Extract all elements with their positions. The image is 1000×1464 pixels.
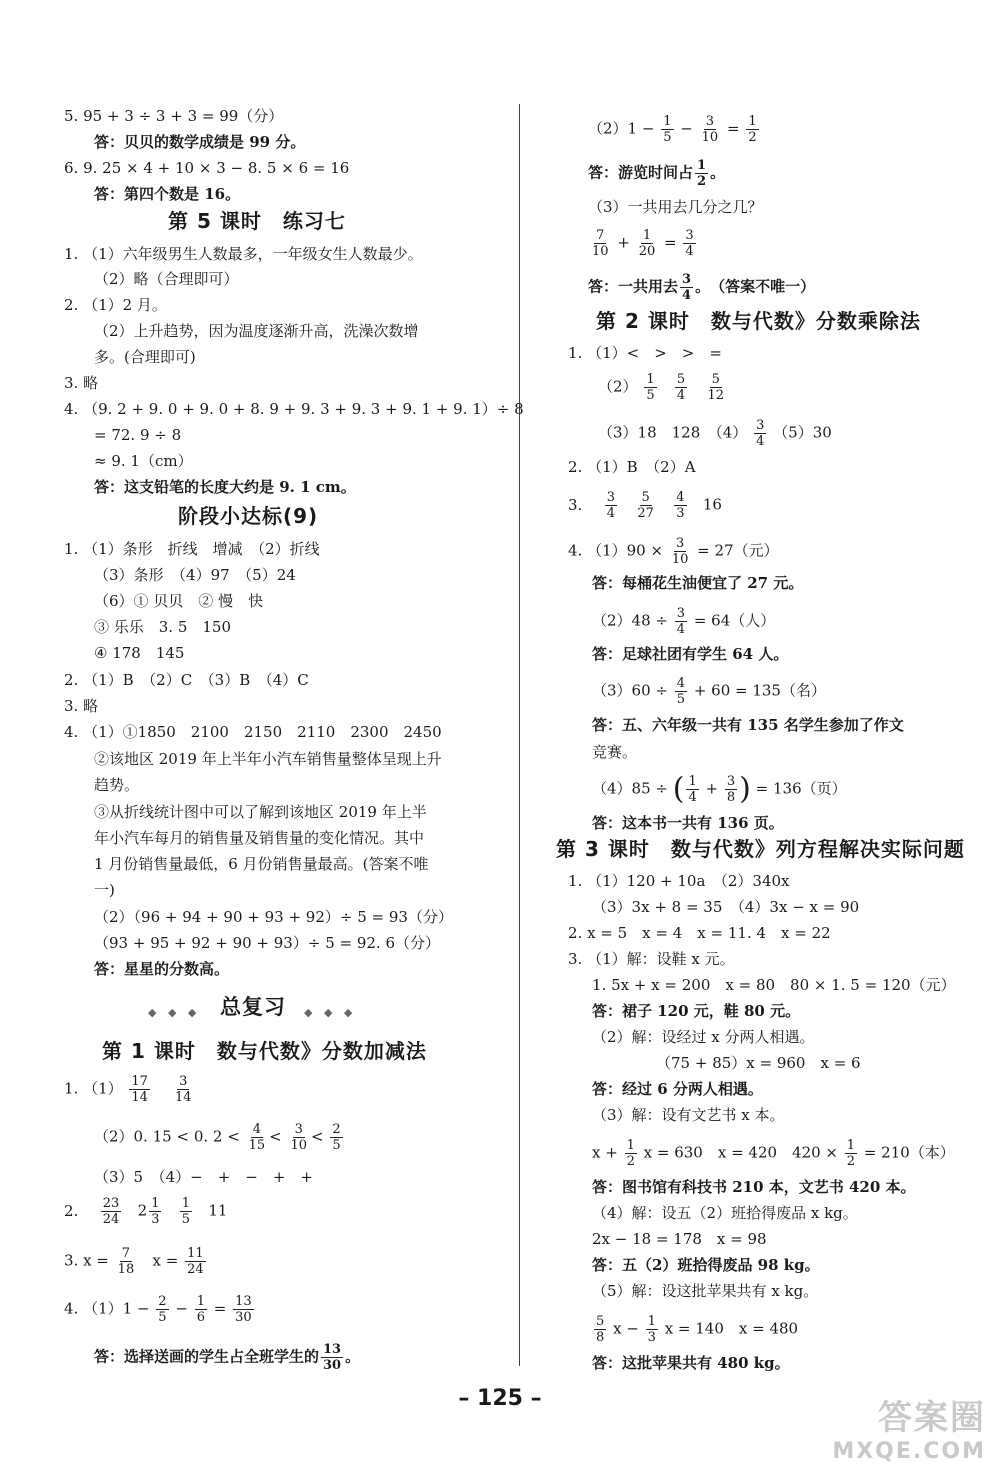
answer-line: ≈ 9. 1（cm）: [94, 452, 193, 470]
answer-line: 3. （1）解：设鞋 x 元。: [568, 950, 735, 968]
fraction: $\frac{5}{12}$: [707, 372, 725, 403]
answer-line: 3. 略: [64, 374, 99, 392]
answer-line: （3）18 128 （4） $\frac{3}{4}$ （5）30: [598, 418, 832, 449]
answer-line: x + $\frac{1}{2}$ x = 630 x = 420 420 × $\frac{1}{2}$ = 210（本）: [592, 1138, 955, 1169]
answer-line: 答：这批苹果共有 480 kg。: [592, 1354, 790, 1372]
answer-line: 1. （1）六年级男生人数最多，一年级女生人数最少。: [64, 245, 423, 263]
answer-line: （2）0. 15 < 0. 2 < $\frac{4}{15}$ < $\frac{3}{10}$ < $\frac{2}{5}$: [94, 1122, 341, 1153]
answer-line: （3）一共用去几分之几？: [588, 198, 763, 216]
page-number: – 125 –: [458, 1386, 542, 1411]
fraction: $\frac{1}{2}$: [846, 1138, 856, 1169]
answer-line: [64, 1074, 196, 1105]
fraction: $\frac{3}{4}$: [606, 490, 616, 521]
answer-line: 4. （1）1 − $\frac{2}{5}$ − $\frac{1}{6}$ = $\frac{13}{30}$: [64, 1294, 252, 1325]
answer-line: $\frac{7}{10}$ + $\frac{1}{20}$ = $\frac{3}{4}$: [592, 228, 694, 259]
answer-line: 答：一共用去 $\frac{3}{4}$ 。 （答案不唯一）: [588, 272, 816, 303]
fraction: $\frac{4}{5}$: [676, 676, 686, 707]
answer-line: 3. x = $\frac{7}{18}$ x = $\frac{11}{24}$: [64, 1246, 204, 1277]
answer-line: 一): [94, 881, 115, 899]
answer-line: 答：每桶花生油便宜了 27 元。: [592, 574, 804, 592]
fraction: $\frac{5}{27}$: [637, 490, 654, 521]
answer-line: 1 月份销售量最低，6 月份销售量最高。(答案不唯: [94, 855, 429, 873]
answer-line: 5. 95 + 3 ÷ 3 + 3 = 99（分）: [64, 107, 284, 125]
answer-line: （93 + 95 + 92 + 90 + 93）÷ 5 = 92. 6（分）: [94, 934, 441, 952]
answer-line: （75 + 85）x = 960 x = 6: [656, 1054, 861, 1072]
answer-line: ④ 178 145: [94, 644, 185, 662]
answer-line: （2）略（合理即可）: [94, 270, 239, 288]
answer-line: （4）85 ÷ ( $\frac{1}{4}$ + $\frac{3}{8}$ ) = 136（页）: [592, 771, 847, 807]
fraction: $\frac{11}{24}$: [187, 1246, 204, 1277]
answer-line: ②该地区 2019 年上半年小汽车销售量整体呈现上升: [94, 750, 442, 768]
fraction: $\frac{5}{4}$: [676, 372, 686, 403]
fraction: $\frac{3}{10}$: [671, 536, 689, 567]
fraction: $\frac{1}{5}$: [646, 372, 655, 403]
answer-line: 2. （1）B （2）A: [568, 458, 696, 476]
fraction: $\frac{1}{3}$: [151, 1196, 160, 1227]
answer-line: 答：贝贝的数学成绩是 99 分。: [94, 133, 306, 151]
answer-line: （3）3x + 8 = 35 （4）3x − x = 90: [592, 898, 860, 916]
answer-line: （2）（96 + 94 + 90 + 93 + 92）÷ 5 = 93（分）: [94, 908, 453, 926]
fraction: $\frac{3}{4}$: [682, 272, 692, 303]
section-heading: 阶段小达标(9): [178, 504, 319, 528]
fraction: $\frac{13}{30}$: [235, 1294, 252, 1325]
fraction: $\frac{1}{2}$: [626, 1138, 635, 1169]
fraction: $\frac{3}{4}$: [685, 228, 694, 259]
heading-decoration: ◆ ◆ ◆: [304, 1006, 357, 1019]
answer-line: 答：图书馆有科技书 210 本，文艺书 420 本。: [592, 1178, 916, 1196]
answer-line: （4）解：设五（2）班拾得废品 x kg。: [592, 1204, 858, 1222]
fraction: $\frac{3}{10}$: [290, 1122, 307, 1153]
fraction: $\frac{4}{3}$: [676, 490, 685, 521]
answer-line: 竞赛。: [592, 743, 638, 761]
fraction: $\frac{5}{8}$: [596, 1314, 605, 1345]
answer-line: 答：经过 6 分两人相遇。: [592, 1080, 763, 1098]
answer-line: （3）条形 （4）97 （5）24: [94, 566, 296, 584]
fraction: $\frac{3}{10}$: [701, 114, 719, 145]
answer-line: 答：五（2）班拾得废品 98 kg。: [592, 1256, 820, 1274]
answer-line: （2）上升趋势，因为温度逐渐升高，洗澡次数增: [94, 322, 419, 340]
watermark-logo: 答案圈 MXQE.COM: [832, 1398, 986, 1464]
answer-line: 多。(合理即可): [94, 348, 196, 366]
section-heading: 第 5 课时 练习七: [168, 209, 346, 233]
answer-line: 2. $\frac{23}{24}$ 2 $\frac{1}{3}$ $\frac{1}{5}$ 11: [64, 1196, 228, 1227]
answer-line: 1. 5x + x = 200 x = 80 80 × 1. 5 = 120（元）: [592, 976, 956, 994]
answer-line: （2）1 − $\frac{1}{5}$ − $\frac{3}{10}$ = $\frac{1}{2}$: [588, 114, 757, 145]
answer-line: 6. 9. 25 × 4 + 10 × 3 − 8. 5 × 6 = 16: [64, 159, 350, 177]
answer-line: 答：裙子 120 元，鞋 80 元。: [592, 1002, 801, 1020]
answer-line: （2）48 ÷ $\frac{3}{4}$ = 64（人）: [592, 606, 776, 637]
answer-line: 答：这本书一共有 136 页。: [592, 814, 784, 832]
answer-line: 4. （1）90 × $\frac{3}{10}$ = 27（元）: [568, 536, 779, 567]
fraction: $\frac{2}{5}$: [158, 1294, 167, 1325]
fraction: $\frac{3}{8}$: [726, 774, 736, 805]
answer-line: 1. （1）120 + 10a （2）340x: [568, 872, 790, 890]
fraction: $\frac{3}{4}$: [756, 418, 765, 449]
answer-line: 答：足球社团有学生 64 人。: [592, 645, 789, 663]
heading-decoration: ◆ ◆ ◆: [148, 1006, 201, 1019]
fraction: $\frac{1}{20}$: [638, 228, 656, 259]
answer-line: 3. $\frac{3}{4}$ $\frac{5}{27}$ $\frac{4}{3}$ 16: [568, 490, 722, 521]
answer-line: （3）解：设有文艺书 x 本。: [592, 1106, 785, 1124]
fraction: $\frac{17}{14}$: [131, 1074, 148, 1105]
answer-line: $\frac{5}{8}$ x − $\frac{1}{3}$ x = 140 x = 480: [596, 1314, 799, 1345]
section-heading: 第 1 课时 数与代数》分数加减法: [102, 1039, 427, 1063]
answer-line: （3）5 （4）− + − + +: [94, 1168, 313, 1186]
answer-line: 2x − 18 = 178 x = 98: [592, 1230, 767, 1248]
answer-line: 答：游览时间占 $\frac{1}{2}$ 。: [588, 158, 726, 189]
answer-line: 趋势。: [94, 776, 140, 794]
section-heading: 第 2 课时 数与代数》分数乘除法: [596, 309, 921, 333]
answer-line: 答：选择送画的学生占全班学生的 $\frac{13}{30}$ 。: [94, 1342, 361, 1373]
answer-line: （2）解：设经过 x 分两人相遇。: [592, 1028, 815, 1046]
fraction: $\frac{2}{5}$: [332, 1122, 341, 1153]
item-label: 1. （1）: [64, 1079, 123, 1098]
fraction: $\frac{1}{6}$: [196, 1294, 205, 1325]
answer-line: 1. （1）< > > =: [568, 344, 722, 362]
fraction: $\frac{3}{14}$: [175, 1074, 192, 1105]
section-heading: 第 3 课时 数与代数》列方程解决实际问题: [556, 837, 965, 861]
answer-line: （2） $\frac{1}{5}$ $\frac{5}{4}$ $\frac{5}{12}$: [598, 372, 725, 403]
answer-line: 4. （9. 2 + 9. 0 + 9. 0 + 8. 9 + 9. 3 + 9. 3 + 9. 1 + 9. 1）÷ 8: [64, 400, 524, 418]
answer-line: 2. （1）B （2）C （3）B （4）C: [64, 671, 309, 689]
fraction: $\frac{7}{18}$: [117, 1246, 135, 1277]
fraction: $\frac{3}{4}$: [676, 606, 686, 637]
fraction: $\frac{4}{15}$: [248, 1122, 266, 1153]
answer-line: 答：第四个数是 16。: [94, 185, 241, 203]
fraction: $\frac{23}{24}$: [102, 1196, 120, 1227]
answer-line: ③从折线统计图中可以了解到该地区 2019 年上半: [94, 803, 427, 821]
answer-line: （6）① 贝贝 ② 慢 快: [94, 592, 264, 610]
answer-line: 年小汽车每月的销售量及销售量的变化情况。其中: [94, 829, 425, 847]
fraction: $\frac{1}{5}$: [181, 1196, 191, 1227]
answer-line: 3. 略: [64, 697, 99, 715]
answer-line: 2. （1）2 月。: [64, 296, 167, 314]
fraction: $\frac{1}{2}$: [748, 114, 757, 145]
answer-line: 2. x = 5 x = 4 x = 11. 4 x = 22: [568, 924, 831, 942]
fraction: $\frac{7}{10}$: [592, 228, 609, 259]
fraction: $\frac{1}{3}$: [647, 1314, 656, 1345]
answer-line: 1. （1）条形 折线 增减 （2）折线: [64, 540, 320, 558]
answer-line: = 72. 9 ÷ 8: [94, 426, 182, 444]
answer-line: 答：这支铅笔的长度大约是 9. 1 cm。: [94, 478, 356, 496]
fraction: $\frac{1}{2}$: [697, 158, 707, 189]
fraction: $\frac{1}{4}$: [688, 774, 697, 805]
column-divider: [519, 104, 520, 1366]
answer-line: （5）解：设这批苹果共有 x kg。: [592, 1282, 819, 1300]
answer-line: 4. （1）①1850 2100 2150 2110 2300 2450: [64, 723, 442, 741]
answer-line: ③ 乐乐 3. 5 150: [94, 618, 232, 636]
section-heading: 总复习: [220, 995, 286, 1019]
fraction: $\frac{1}{5}$: [663, 114, 672, 145]
answer-line: 答：星星的分数高。: [94, 960, 230, 978]
answer-line: （3）60 ÷ $\frac{4}{5}$ + 60 = 135（名）: [592, 676, 826, 707]
fraction: $\frac{13}{30}$: [323, 1342, 342, 1373]
answer-line: 答：五、六年级一共有 135 名学生参加了作文: [592, 716, 904, 734]
